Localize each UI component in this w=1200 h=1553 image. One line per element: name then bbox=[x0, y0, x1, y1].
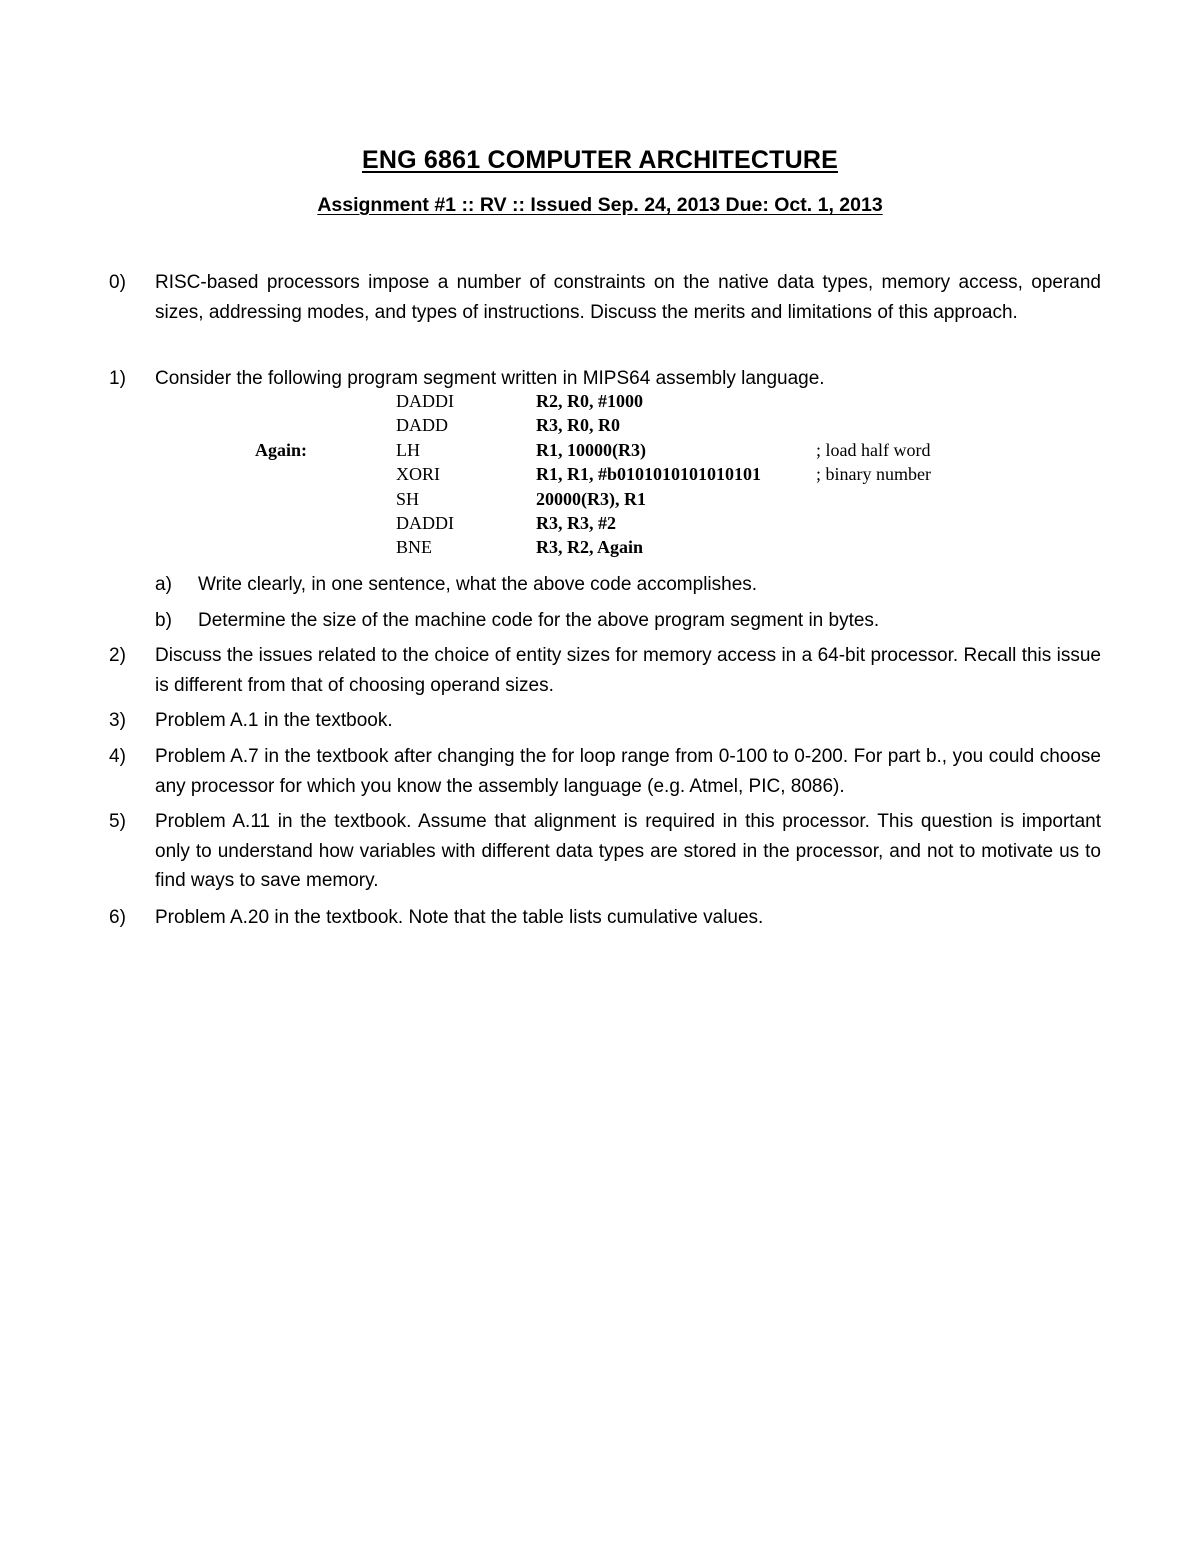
code-operands: R3, R3, #2 bbox=[536, 513, 616, 533]
code-opcode: BNE bbox=[396, 537, 432, 557]
code-comment: ; load half word bbox=[816, 440, 931, 460]
question-text: Discuss the issues related to the choice of entity sizes for memory access in a 64-bit processor. Recall this issue is different from that of choosing operand sizes. bbox=[155, 645, 1101, 696]
question-text: RISC-based processors impose a number of constraints on the native data types, memory access, operand sizes, addressing modes, and types of instructions. Discuss the merits and limitations of this approach. bbox=[155, 272, 1101, 323]
question-text: Problem A.1 in the textbook. bbox=[155, 710, 393, 731]
code-opcode: DADD bbox=[396, 415, 448, 435]
code-operands: 20000(R3), R1 bbox=[536, 489, 646, 509]
code-opcode: DADDI bbox=[396, 513, 454, 533]
question-text: Consider the following program segment written in MIPS64 assembly language. bbox=[155, 368, 825, 389]
code-operands: R1, 10000(R3) bbox=[536, 440, 646, 460]
question-4 bbox=[109, 742, 1101, 801]
question-number: 0) bbox=[109, 272, 126, 293]
code-operands: R3, R0, R0 bbox=[536, 415, 620, 435]
question-5 bbox=[109, 807, 1101, 896]
code-opcode: LH bbox=[396, 440, 420, 460]
question-2 bbox=[109, 641, 1101, 700]
code-opcode: XORI bbox=[396, 464, 440, 484]
code-line bbox=[0, 415, 1200, 439]
code-comment: ; binary number bbox=[816, 464, 931, 484]
question-number: 4) bbox=[109, 746, 126, 767]
subpart-b bbox=[155, 606, 1101, 636]
question-text: Problem A.20 in the textbook. Note that the table lists cumulative values. bbox=[155, 907, 764, 928]
question-number: 6) bbox=[109, 907, 126, 928]
code-line bbox=[0, 513, 1200, 537]
code-line bbox=[0, 537, 1200, 561]
document-title: ENG 6861 COMPUTER ARCHITECTURE bbox=[362, 146, 838, 174]
subpart-text: Determine the size of the machine code for the above program segment in bytes. bbox=[198, 610, 880, 631]
code-opcode: SH bbox=[396, 489, 420, 509]
code-line bbox=[0, 391, 1200, 415]
question-text: Problem A.7 in the textbook after changing the for loop range from 0-100 to 0-200. For part b., you could choose any processor for which you know the assembly language (e.g. Atmel, PIC, 8086). bbox=[155, 746, 1101, 797]
subpart-text: Write clearly, in one sentence, what the above code accomplishes. bbox=[198, 574, 758, 595]
question-1 bbox=[109, 364, 1101, 394]
subpart-a bbox=[155, 570, 1101, 600]
subpart-letter: b) bbox=[155, 610, 172, 631]
code-label: Again: bbox=[255, 440, 308, 460]
question-number: 1) bbox=[109, 368, 126, 389]
code-operands: R2, R0, #1000 bbox=[536, 391, 643, 411]
code-opcode: DADDI bbox=[396, 391, 454, 411]
code-line bbox=[0, 489, 1200, 513]
question-0 bbox=[109, 268, 1101, 327]
question-number: 5) bbox=[109, 811, 126, 832]
question-text: Problem A.11 in the textbook. Assume that alignment is required in this processor. This question is important only to understand how variables with different data types are stored in the processor, and not to motivate us to find ways to save memory. bbox=[155, 811, 1101, 892]
code-line bbox=[0, 440, 1200, 464]
question-number: 3) bbox=[109, 710, 126, 731]
code-operands: R3, R2, Again bbox=[536, 537, 644, 557]
document-subtitle: Assignment #1 :: RV :: Issued Sep. 24, 2013 Due: Oct. 1, 2013 bbox=[317, 194, 883, 216]
question-3 bbox=[109, 706, 1101, 736]
code-line bbox=[0, 464, 1200, 488]
code-operands: R1, R1, #b0101010101010101 bbox=[536, 464, 762, 484]
subpart-letter: a) bbox=[155, 574, 172, 595]
question-6 bbox=[109, 903, 1101, 933]
question-number: 2) bbox=[109, 645, 126, 666]
